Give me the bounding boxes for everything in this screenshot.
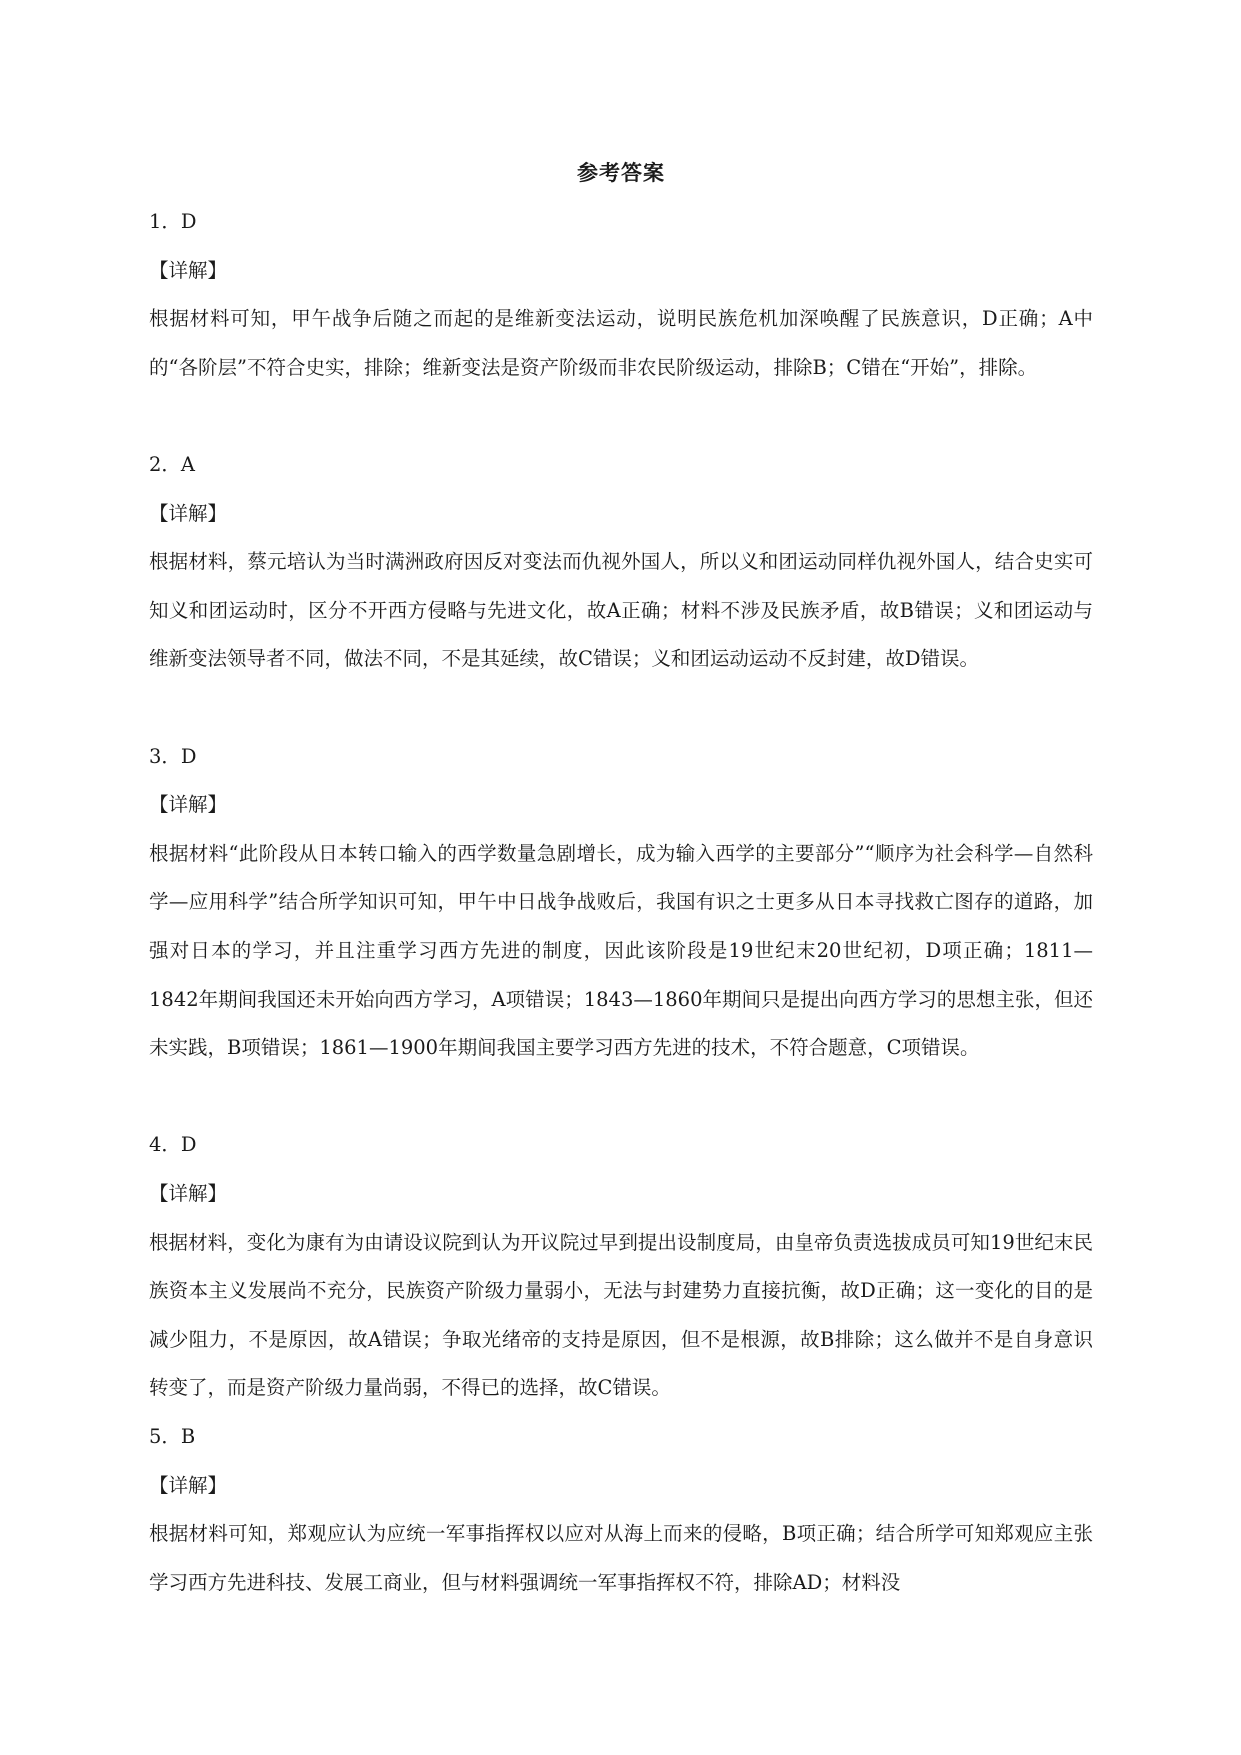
- page-title: 参考答案: [577, 160, 665, 185]
- explanation-text: 根据材料可知，郑观应认为应统一军事指挥权以应对从海上而来的侵略，B项正确；结合所学可知郑观应主张学习西方先进科技、发展工商业，但与材料强调统一军事指挥权不符，排除AD；材料没: [149, 1522, 1093, 1594]
- answer-item-1: [149, 198, 1093, 441]
- answer-label: 3．D: [149, 744, 197, 768]
- answer-item-3: [149, 733, 1093, 1122]
- explanation-text: 根据材料，变化为康有为由请设议院到认为开议院过早到提出设制度局，由皇帝负责选拔成员可知19世纪末民族资本主义发展尚不充分，民族资产阶级力量弱小，无法与封建势力直接抗衡，故D正确；这一变化的目的是减少阻力，不是原因，故A错误；争取光绪帝的支持是原因，但不是根源，故B排除；这么做并不是自身意识转变了，而是资产阶级力量尚弱，不得已的选择，故C错误。: [149, 1230, 1093, 1400]
- explanation-tag: 【详解】: [149, 1473, 228, 1497]
- explanation-tag: 【详解】: [149, 258, 228, 282]
- answer-sheet-page: [149, 152, 1093, 1607]
- explanation-text: 根据材料可知，甲午战争后随之而起的是维新变法运动，说明民族危机加深唤醒了民族意识，D正确；A中的“各阶层”不符合史实，排除；维新变法是资产阶级而非农民阶级运动，排除B；C错在“开始”，排除。: [149, 307, 1093, 379]
- answer-label: 5．B: [149, 1424, 196, 1448]
- explanation-tag: 【详解】: [149, 501, 228, 525]
- explanation-tag: 【详解】: [149, 793, 228, 817]
- answer-item-5: [149, 1413, 1093, 1607]
- explanation-tag: 【详解】: [149, 1181, 228, 1205]
- answer-item-2: [149, 441, 1093, 733]
- answer-item-4: [149, 1121, 1093, 1413]
- answer-label: 2．A: [149, 452, 195, 476]
- answer-label: 1．D: [149, 210, 197, 233]
- explanation-text: 根据材料，蔡元培认为当时满洲政府因反对变法而仇视外国人，所以义和团运动同样仇视外国人，结合史实可知义和团运动时，区分不开西方侵略与先进文化，故A正确；材料不涉及民族矛盾，故B错误；义和团运动与维新变法领导者不同，做法不同，不是其延续，故C错误；义和团运动运动不反封建，故D错误。: [149, 550, 1093, 671]
- answer-label: 4．D: [149, 1133, 197, 1157]
- explanation-text: 根据材料“此阶段从日本转口输入的西学数量急剧增长，成为输入西学的主要部分”“顺序为社会科学—自然科学—应用科学”结合所学知识可知，甲午中日战争战败后，我国有识之士更多从日本寻找救亡图存的道路，加强对日本的学习，并且注重学习西方先进的制度，因此该阶段是19世纪末20世纪初，D项正确；1811—1842年期间我国还未开始向西方学习，A项错误；1843—1860年期间只是提出向西方学习的思想主张，但还未实践，B项错误；1861—1900年期间我国主要学习西方先进的技术，不符合题意，C项错误。: [149, 841, 1093, 1060]
